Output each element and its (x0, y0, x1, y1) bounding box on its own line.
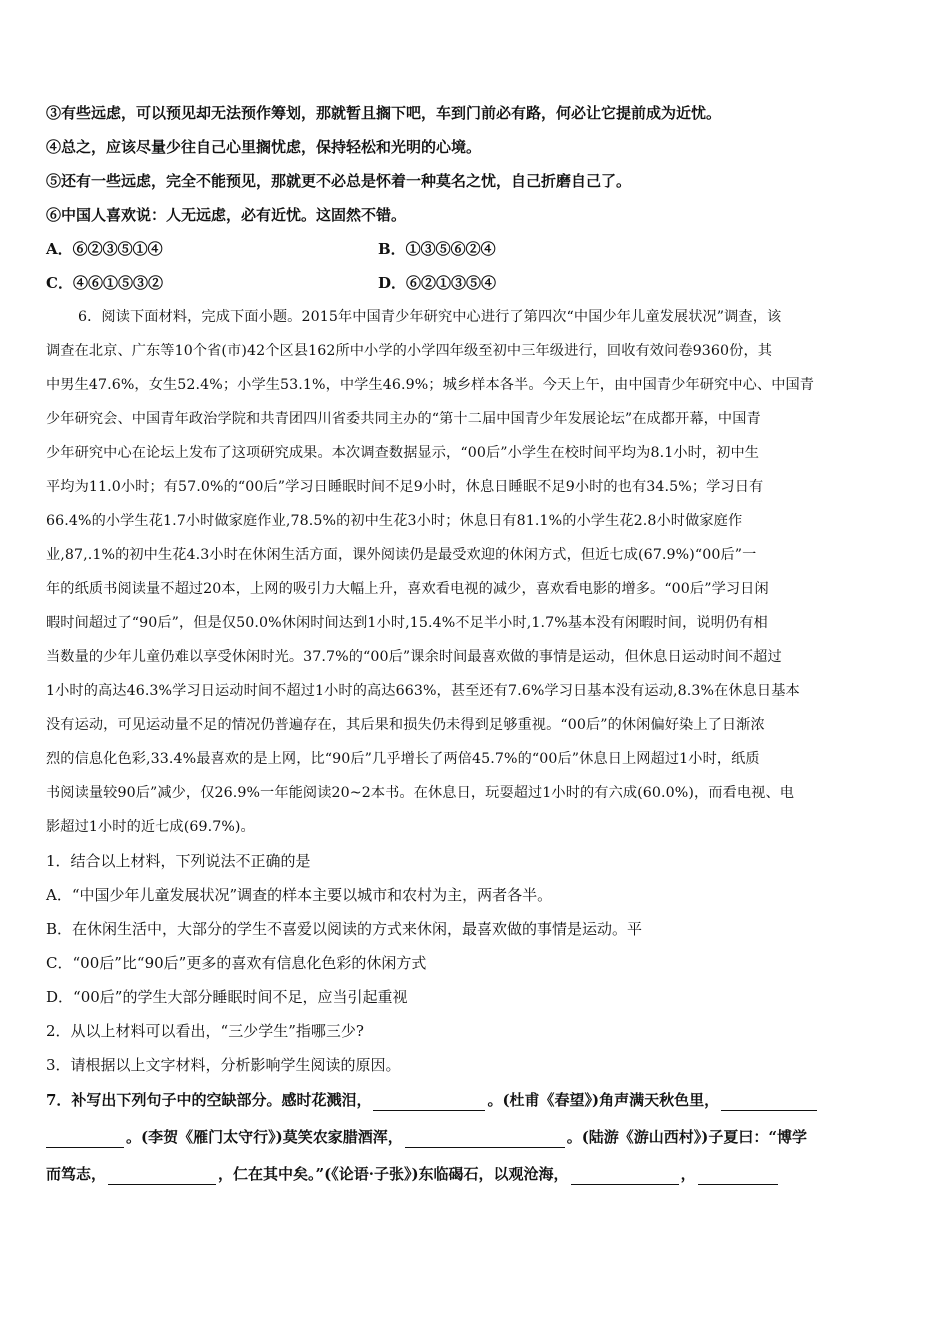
question-6-subquestions (46, 844, 906, 1082)
q7-text: 。(杜甫《春望》)角声满天秋色里， (487, 1091, 720, 1109)
question-6-passage (46, 300, 906, 844)
passage-line: 少年研究中心在论坛上发布了这项研究成果。本次调查数据显示，“00后”小学生在校时间平均为8.1小时，初中生 (46, 445, 760, 461)
sentence-6: ⑥中国人喜欢说：人无远虑，必有近忧。这固然不错。 (46, 206, 407, 224)
q7-text: 。(李贺《雁门太守行》)莫笑农家腊酒浑， (126, 1128, 403, 1146)
question-7-line-3 (46, 1156, 906, 1193)
option-d: D．⑥②①③⑤④ (378, 274, 497, 292)
subquestion-1-option-a: A．“中国少年儿童发展状况”调查的样本主要以城市和农村为主，两者各半。 (46, 886, 553, 904)
question-5-sentences (46, 96, 906, 232)
sentence-5: ⑤还有一些远虑，完全不能预见，那就更不必总是怀着一种莫名之忧，自己折磨自己了。 (46, 172, 632, 190)
passage-line: 暇时间超过了“90后”，但是仅50.0%休闲时间达到1小时,15.4%不足半小时,1.7%基本没有闲暇时间，说明仍有相 (46, 615, 768, 631)
passage-line: 年的纸质书阅读量不超过20本，上网的吸引力大幅上升，喜欢看电视的减少，喜欢看电影的增多。“00后”学习日闲 (46, 581, 769, 597)
passage-line: 平均为11.0小时；有57.0%的“00后”学习日睡眠时间不足9小时，休息日睡眠不足9小时的也有34.5%；学习日有 (46, 479, 764, 495)
answer-blank[interactable] (373, 1088, 485, 1111)
answer-blank[interactable] (571, 1162, 679, 1185)
passage-line: 66.4%的小学生花1.7小时做家庭作业,78.5%的初中生花3小时；休息日有81.1%的小学生花2.8小时做家庭作 (46, 513, 743, 529)
q7-text: 7．补写出下列句子中的空缺部分。感时花溅泪， (46, 1091, 372, 1109)
passage-line: 烈的信息化色彩,33.4%最喜欢的是上网，比“90后”几乎增长了两倍45.7%的“00后”休息日上网超过1小时，纸质 (46, 751, 760, 767)
passage-line: 1小时的高达46.3%学习日运动时间不超过1小时的高达663%，甚至还有7.6%学习日基本没有运动,8.3%在休息日基本 (46, 683, 800, 699)
answer-blank[interactable] (698, 1162, 778, 1185)
q7-text: 。(陆游《游山西村》)子夏曰：“博学 (566, 1128, 808, 1146)
answer-blank[interactable] (721, 1088, 817, 1111)
passage-line: 没有运动，可见运动量不足的情况仍普遍存在，其后果和损失仍未得到足够重视。“00后”的休闲偏好染上了日渐浓 (46, 717, 765, 733)
passage-line: 业,87,.1%的初中生花4.3小时在休闲生活方面，课外阅读仍是最受欢迎的休闲方式，但近七成(67.9%)“00后”一 (46, 547, 757, 563)
option-b: B．①③⑤⑥②④ (378, 240, 496, 258)
sentence-3: ③有些远虑，可以预见却无法预作筹划，那就暂且搁下吧，车到门前必有路，何必让它提前成为近忧。 (46, 104, 722, 122)
subquestion-1-option-d: D．“00后”的学生大部分睡眠时间不足，应当引起重视 (46, 988, 408, 1006)
subquestion-2: 2．从以上材料可以看出，“三少学生”指哪三少? (46, 1022, 364, 1040)
answer-blank[interactable] (108, 1162, 216, 1185)
passage-line: 调查在北京、广东等10个省(市)42个区县162所中小学的小学四年级至初中三年级进行，回收有效问卷9360份，其 (46, 343, 773, 359)
passage-line: 当数量的少年儿童仍难以享受休闲时光。37.7%的“00后”课余时间最喜欢做的事情是运动，但休息日运动时间不超过 (46, 649, 782, 665)
options-row-1 (46, 232, 906, 266)
q7-text: 而笃志， (46, 1165, 107, 1183)
passage-line: 中男生47.6%，女生52.4%；小学生53.1%，中学生46.9%；城乡样本各半。今天上午，由中国青少年研究中心、中国青 (46, 377, 815, 393)
passage-line: 书阅读量较90后”减少，仅26.9%一年能阅读20~2本书。在休息日，玩耍超过1小时的有六成(60.0%)，而看电视、电 (46, 785, 795, 801)
option-c: C．④⑥①⑤③② (46, 274, 163, 292)
exam-page (46, 96, 906, 1193)
question-7 (46, 1082, 906, 1193)
passage-line: 少年研究会、中国青年政治学院和共青团四川省委共同主办的“第十二届中国青少年发展论坛”在成都开幕，中国青 (46, 411, 761, 427)
passage-line: 影超过1小时的近七成(69.7%)。 (46, 819, 255, 835)
option-a: A．⑥②③⑤①④ (46, 240, 163, 258)
q7-text: ， (680, 1165, 696, 1183)
sentence-4: ④总之，应该尽量少往自己心里搁忧虑，保持轻松和光明的心境。 (46, 138, 482, 156)
question-7-line-1 (46, 1082, 906, 1119)
answer-blank[interactable] (405, 1125, 565, 1148)
answer-blank[interactable] (46, 1125, 124, 1148)
q7-text: ，仁在其中矣。”(《论语·子张》)东临碣石，以观沧海， (218, 1165, 569, 1183)
subquestion-1-option-c: C．“00后”比“90后”更多的喜欢有信息化色彩的休闲方式 (46, 954, 427, 972)
question-7-line-2 (46, 1119, 906, 1156)
subquestion-1: 1．结合以上材料，下列说法不正确的是 (46, 852, 311, 870)
options-row-2 (46, 266, 906, 300)
passage-line: 6．阅读下面材料，完成下面小题。2015年中国青少年研究中心进行了第四次“中国少年儿童发展状况”调查，该 (78, 309, 782, 325)
subquestion-3: 3．请根据以上文字材料，分析影响学生阅读的原因。 (46, 1056, 401, 1074)
subquestion-1-option-b: B．在休闲生活中，大部分的学生不喜爱以阅读的方式来休闲，最喜欢做的事情是运动。平 (46, 920, 643, 938)
question-5-options (46, 232, 906, 300)
